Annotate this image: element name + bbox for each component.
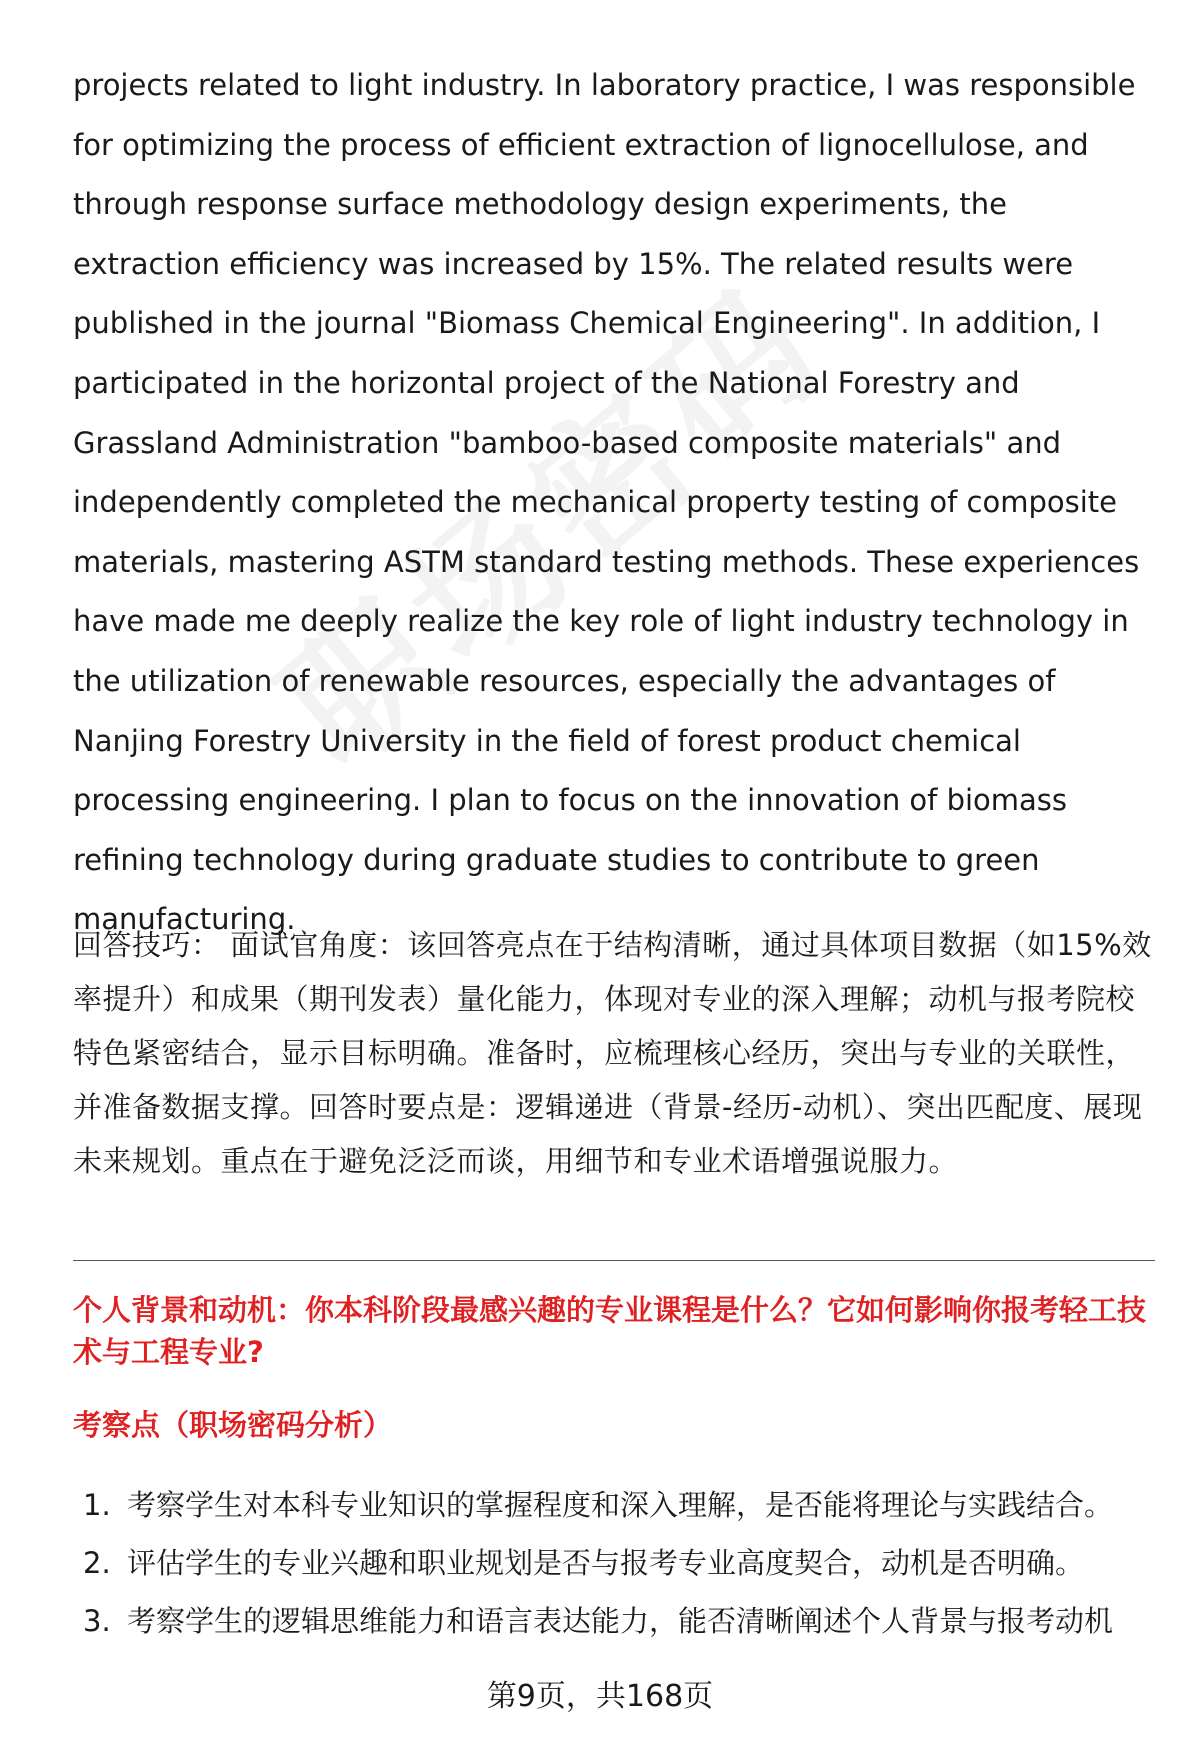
list-item-number: 3. (83, 1604, 111, 1638)
question-heading: 个人背景和动机：你本科阶段最感兴趣的专业课程是什么？它如何影响你报考轻工技术与工程专业? (73, 1293, 1147, 1369)
answer-paragraph: projects related to light industry. In laboratory practice, I was responsible for optimizing the process of efficient extraction of lignocellulose, and through response surface methodology design experiments, the extraction efficiency was increased by 15%. The related results were published in the journal "Biomass Chemical Engineering". In addition, I participated in the horizontal project of the National Forestry and Grassland Administration "bamboo-based composite materials" and independently completed the mechanical property testing of composite materials, mastering ASTM standard testing methods. These experiences have made me deeply realize the key role of light industry technology in the utilization of renewable resources, especially the advantages of Nanjing Forestry University in the field of forest product chemical processing engineering. I plan to focus on the innovation of biomass refining technology during graduate studies to contribute to green manufacturing. (73, 68, 1140, 937)
evaluation-points-list (73, 1476, 1163, 1650)
section-heading: 考察点（职场密码分析） (73, 1408, 393, 1442)
list-item-text: 考察学生的逻辑思维能力和语言表达能力，能否清晰阐述个人背景与报考动机 (127, 1604, 1114, 1638)
list-item-text: 考察学生对本科专业知识的掌握程度和深入理解，是否能将理论与实践结合。 (127, 1488, 1114, 1522)
list-item-number: 2. (83, 1546, 111, 1580)
list-item (73, 1476, 1163, 1534)
answer-tips (73, 918, 1163, 1188)
tips-text: 面试官角度：该回答亮点在于结构清晰，通过具体项目数据（如15%效率提升）和成果（期刊发表）量化能力，体现对专业的深入理解；动机与报考院校特色紧密结合，显示目标明确。准备时，应梳理核心经历，突出与专业的关联性，并准备数据支撑。回答时要点是：逻辑递进（背景-经历-动机）、突出匹配度、展现未来规划。重点在于避免泛泛而谈，用细节和专业术语增强说服力。 (73, 928, 1152, 1178)
list-item (73, 1534, 1163, 1592)
page-number-footer: 第9页，共168页 (486, 1679, 714, 1714)
list-item-text: 评估学生的专业兴趣和职业规划是否与报考专业高度契合，动机是否明确。 (127, 1546, 1085, 1580)
list-item-number: 1. (83, 1488, 111, 1522)
list-item (73, 1592, 1163, 1650)
tips-label: 回答技巧： (73, 928, 221, 962)
section-divider (73, 1260, 1155, 1261)
